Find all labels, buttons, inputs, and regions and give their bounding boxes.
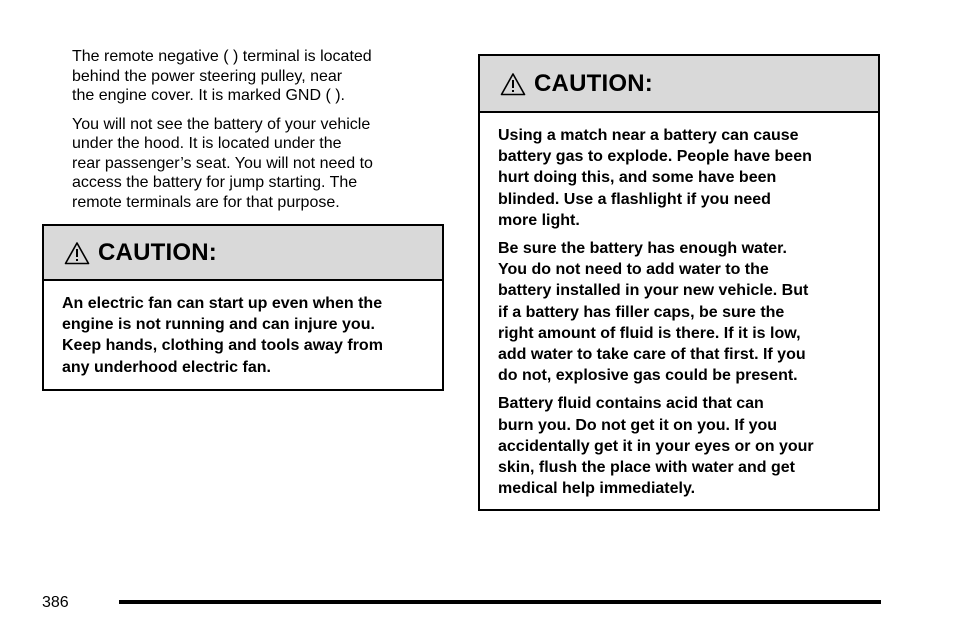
caution-body [44, 281, 442, 395]
intro-text [72, 47, 432, 221]
caution-header [44, 226, 442, 281]
intro-paragraph: You will not see the battery of your vehicle under the hood. It is located under the rear passenger’s seat. You will not need to access the battery for jump starting. The remote terminals are for that purpose. [72, 115, 373, 211]
caution-body [480, 113, 878, 516]
caution-box-battery [478, 54, 880, 511]
page-number: 386 [42, 594, 69, 611]
warning-triangle-icon [500, 72, 526, 96]
intro-paragraph: The remote negative ( ) terminal is located behind the power steering pulley, near the engine cover. It is marked GND ( ). [72, 48, 372, 104]
caution-title: CAUTION: [98, 238, 217, 266]
caution-paragraph: Using a match near a battery can cause battery gas to explode. People have been hurt doing this, and some have been blinded. Use a flashlight if you need more light. [498, 127, 812, 229]
caution-paragraph: Battery fluid contains acid that can burn you. Do not get it on you. If you accidentally get it in your eyes or on your skin, flush the place with water and get medical help immediately. [498, 395, 814, 498]
caution-paragraph: An electric fan can start up even when the engine is not running and can injure you. Keep hands, clothing and tools away from any underhood electric fan. [62, 295, 383, 376]
footer-rule [119, 600, 881, 604]
caution-paragraph: Be sure the battery has enough water. You do not need to add water to the battery installed in your new vehicle. But if a battery has filler caps, be sure the right amount of fluid is there. If it is low, add water to take care of that first. If you do not, explosive gas could be present. [498, 240, 809, 385]
caution-header [480, 56, 878, 113]
warning-triangle-icon [64, 241, 90, 265]
caution-box-fan [42, 224, 444, 391]
caution-title: CAUTION: [534, 69, 653, 97]
